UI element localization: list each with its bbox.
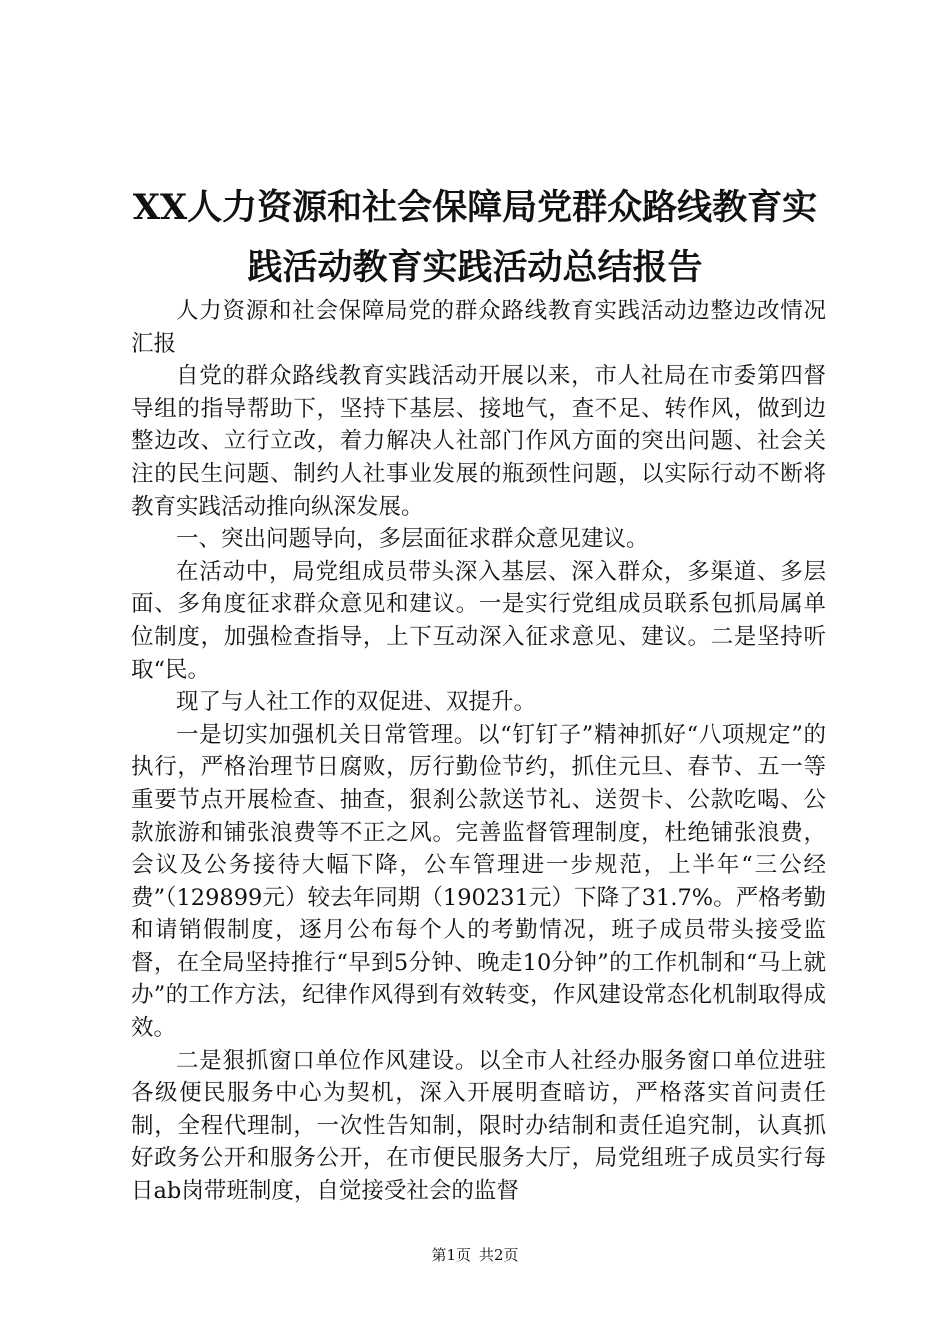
paragraph-window-units: 二是狠抓窗口单位作风建设。以全市人社经办服务窗口单位进驻各级便民服务中心为契机，深入开展明查暗访，严格落实首问责任制，全程代理制，一次性告知制，限时办结制和责任追究制，认真抓好政务公开和服务公开，在市便民服务大厅，局党组班子成员实行每日ab岗带班制度，自觉接受社会的监督	[131, 1047, 826, 1205]
page-total: 共2页	[479, 1246, 519, 1264]
document-title-line-2: 践活动教育实践活动总结报告	[247, 247, 703, 288]
paragraph-section-1: 在活动中，局党组成员带头深入基层、深入群众，多渠道、多层面、多角度征求群众意见和建议。一是实行党组成员联系包抓局属单位制度，加强检查指导，上下互动深入征求意见、建议。二是坚持听取“民。	[131, 558, 826, 683]
page-footer	[0, 1245, 950, 1265]
paragraph-office-management: 一是切实加强机关日常管理。以“钉钉子”精神抓好“八项规定”的执行，严格治理节日腐败，厉行勤俭节约，抓住元旦、春节、五一等重要节点开展检查、抽查，狠刹公款送节礼、送贺卡、公款吃喝、公款旅游和铺张浪费等不正之风。完善监督管理制度，杜绝铺张浪费，会议及公务接待大幅下降，公车管理进一步规范，上半年“三公经费”（129899元）较去年同期（190231元）下降了31.7%。严格考勤和请销假制度，逐月公布每个人的考勤情况，班子成员带头接受监督，在全局坚持推行“早到5分钟、晚走10分钟”的工作机制和“马上就办”的工作方法，纪律作风得到有效转变，作风建设常态化机制取得成效。	[131, 721, 826, 1042]
document-body	[131, 295, 826, 1208]
document-title-line-1: XX人力资源和社会保障局党群众路线教育实	[132, 187, 818, 228]
page-number: 第1页	[431, 1246, 471, 1264]
section-heading-1: 一、突出问题导向，多层面征求群众意见建议。	[176, 526, 649, 553]
paragraph-fragment: 现了与人社工作的双促进、双提升。	[176, 689, 537, 716]
paragraph-introduction: 自党的群众路线教育实践活动开展以来，市人社局在市委第四督导组的指导帮助下，坚持下基层、接地气，查不足、转作风，做到边整边改、立行立改，着力解决人社部门作风方面的突出问题、社会关注的民生问题、制约人社事业发展的瓶颈性问题，以实际行动不断将教育实践活动推向纵深发展。	[131, 363, 826, 520]
paragraph-report-subtitle: 人力资源和社会保障局党的群众路线教育实践活动边整边改情况汇报	[131, 298, 826, 357]
